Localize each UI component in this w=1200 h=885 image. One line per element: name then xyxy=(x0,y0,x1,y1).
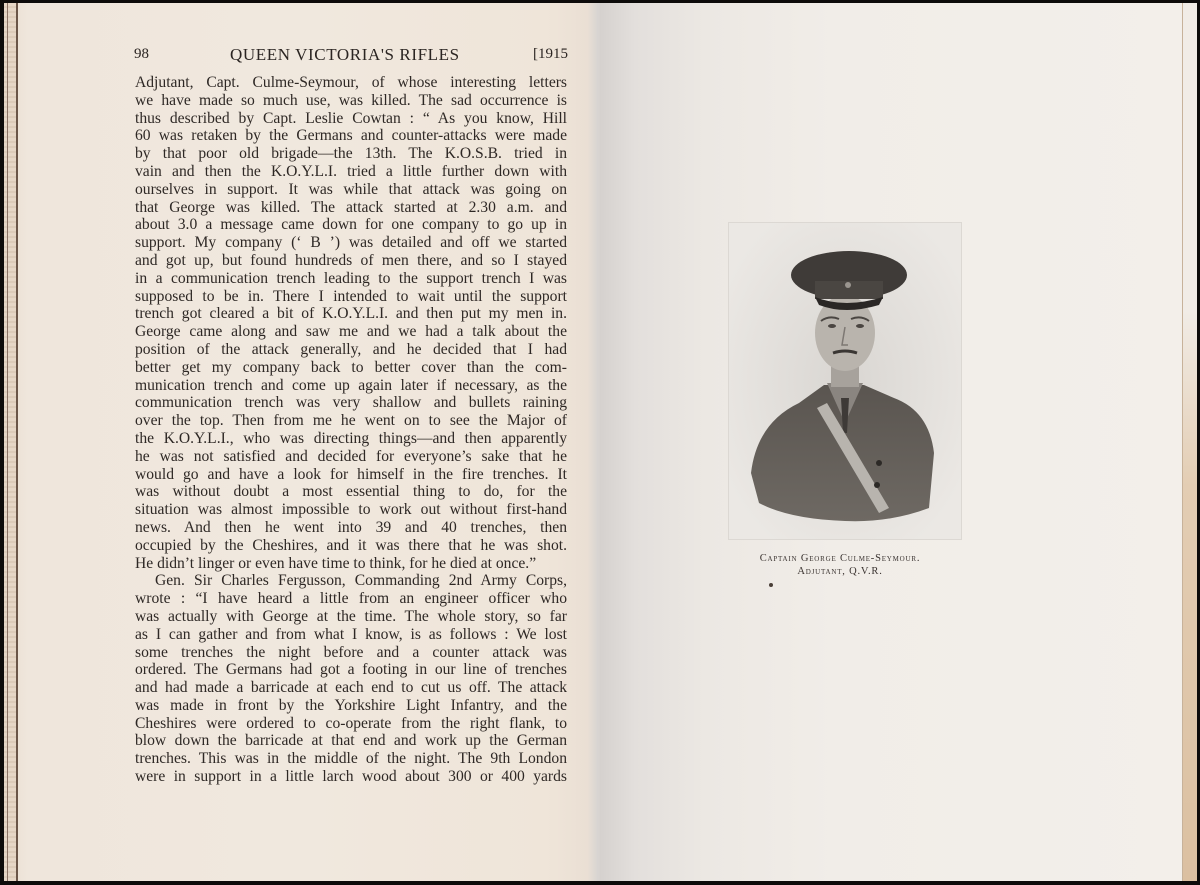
text-line: was without doubt a most essential thing to do, for the xyxy=(135,483,567,501)
text-line: better get my company back to better cover than the com- xyxy=(135,358,567,376)
text-line: George came along and saw me and we had a talk about the xyxy=(135,323,567,341)
text-line: position of the attack generally, and he decided that I had xyxy=(135,340,567,358)
text-line: over the top. Then from me he went on to see the Major of xyxy=(135,412,567,430)
body-text xyxy=(135,74,567,786)
text-line: supposed to be in. There I intended to wait until the support xyxy=(135,287,567,305)
text-line: vain and then the K.O.Y.L.I. tried a little further down with xyxy=(135,162,567,180)
text-line: was actually with George at the time. The whole story, so far xyxy=(135,607,567,625)
text-line: support. My company (‘ B ’) was detailed and off we started xyxy=(135,234,567,252)
page-number: 98 xyxy=(134,46,149,62)
text-line: about 3.0 a message came down for one company to go up in xyxy=(135,216,567,234)
text-line: occupied by the Cheshires, and it was there that he was shot. xyxy=(135,536,567,554)
text-line: 60 was retaken by the Germans and counter-attacks were made xyxy=(135,127,567,145)
text-line: we have made so much use, was killed. The sad occurrence is xyxy=(135,91,567,109)
running-title: QUEEN VICTORIA'S RIFLES xyxy=(230,45,460,64)
text-line: Gen. Sir Charles Fergusson, Commanding 2nd Army Corps, xyxy=(155,572,567,590)
right-page-edge xyxy=(1182,3,1197,881)
caption-title: Adjutant, Q.V.R. xyxy=(797,566,883,577)
text-line: trenches. This was in the middle of the night. The 9th London xyxy=(135,750,567,768)
text-line: news. And then he went into 39 and 40 trenches, then xyxy=(135,518,567,536)
portrait-plate xyxy=(729,223,961,539)
text-line: were in support in a little larch wood about 300 or 400 yards xyxy=(135,768,567,786)
text-line: that George was killed. The attack started at 2.30 a.m. and xyxy=(135,198,567,216)
ink-spot xyxy=(769,583,773,587)
text-line: he was not satisfied and decided for everyone’s sake that he xyxy=(135,447,567,465)
text-line: Cheshires were ordered to co-operate from the right flank, to xyxy=(135,714,567,732)
text-line: by that poor old brigade—the 13th. The K.O.S.B. tried in xyxy=(135,145,567,163)
text-line: in a communication trench leading to the support trench I was xyxy=(135,269,567,287)
text-line: He didn’t linger or even have time to think, for he died at once.” xyxy=(135,554,537,572)
text-line: and had made a barricade at each end to cut us off. The attack xyxy=(135,679,567,697)
left-page-edge xyxy=(4,3,18,881)
text-line: would go and have a look for himself in the fire trenches. It xyxy=(135,465,567,483)
text-line: as I can gather and from what I know, is as follows : We lost xyxy=(135,625,567,643)
text-line: trench got cleared a bit of K.O.Y.L.I. and then put my men in. xyxy=(135,305,567,323)
text-line: the K.O.Y.L.I., who was directing things—and then apparently xyxy=(135,429,567,447)
text-line: blow down the barricade at that end and work up the German xyxy=(135,732,567,750)
portrait-caption xyxy=(720,552,960,578)
text-line: Adjutant, Capt. Culme-Seymour, of whose interesting letters xyxy=(135,74,567,91)
text-line: communication trench was very shallow and bullets raining xyxy=(135,394,567,412)
caption-name: Captain George Culme-Seymour. xyxy=(759,553,921,564)
text-line: situation was almost impossible to work out without first-hand xyxy=(135,501,567,519)
text-line: munication trench and come up again later if necessary, as the xyxy=(135,376,567,394)
text-line: ourselves in support. It was while that attack was going on xyxy=(135,180,567,198)
text-line: ordered. The Germans had got a footing in our line of trenches xyxy=(135,661,567,679)
text-line: some trenches the night before and a counter attack was xyxy=(135,643,567,661)
running-head xyxy=(134,46,568,66)
running-year: [1915 xyxy=(533,46,568,62)
text-line: and got up, but found hundreds of men there, and so I stayed xyxy=(135,251,567,269)
text-line: was made in front by the Yorkshire Light Infantry, and the xyxy=(135,696,567,714)
text-line: thus described by Capt. Leslie Cowtan : “ As you know, Hill xyxy=(135,109,567,127)
text-line: wrote : “I have heard a little from an engineer officer who xyxy=(135,590,567,608)
officer-portrait-image xyxy=(729,223,961,539)
